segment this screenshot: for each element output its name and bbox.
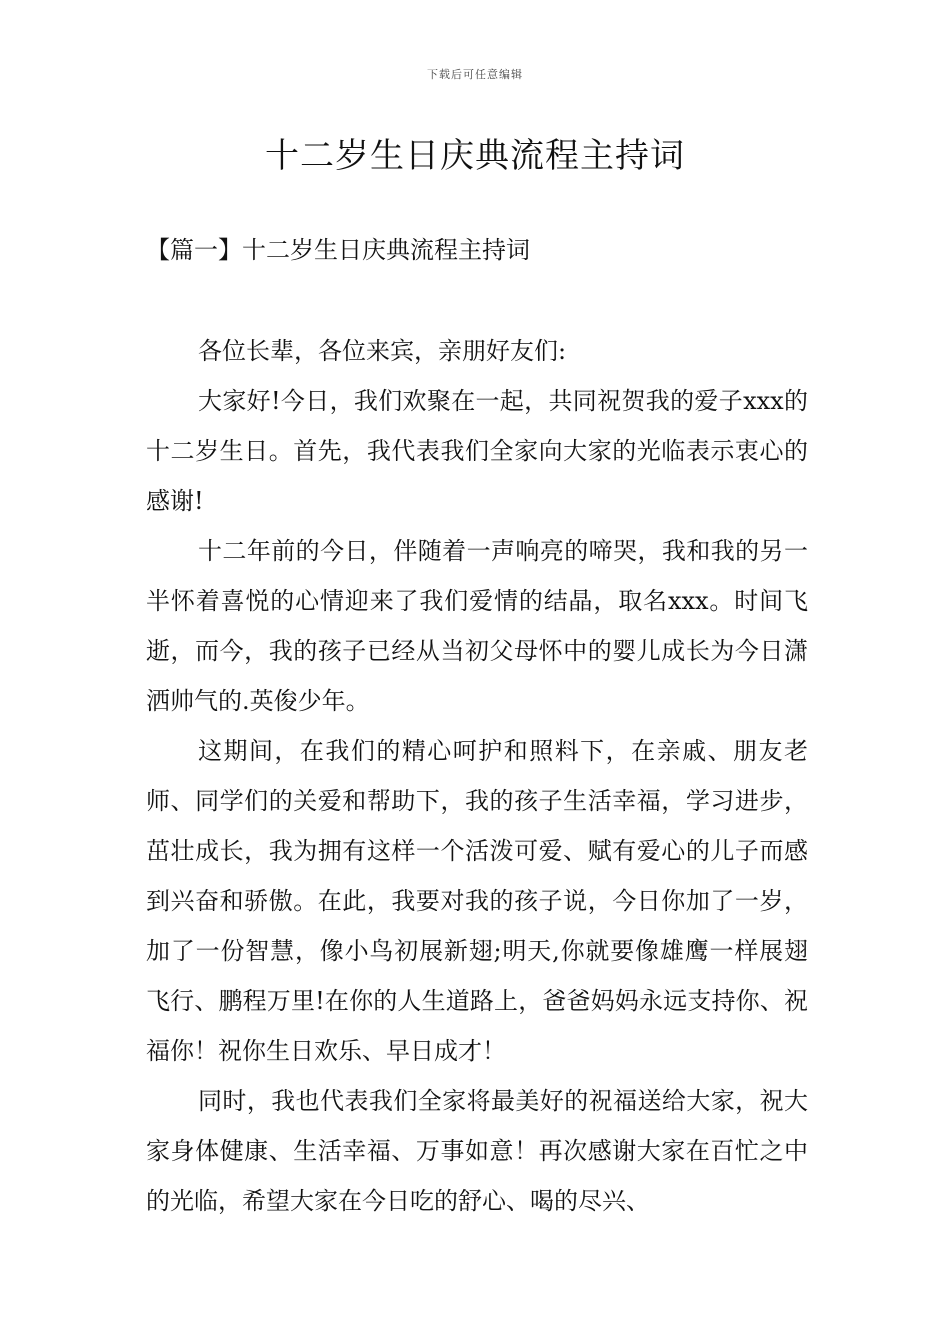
paragraph-greeting: 各位长辈，各位来宾，亲朋好友们: (198, 337, 567, 365)
document-title: 十二岁生日庆典流程主持词 (265, 136, 685, 176)
header-note: 下载后可任意编辑 (427, 68, 523, 81)
paragraph-welcome: 大家好!今日，我们欢聚在一起，共同祝贺我的爱子xxx的十二岁生日。首先，我代表我们全家向大家的光临表示衷心的感谢! (146, 387, 808, 515)
section-heading: 【篇一】十二岁生日庆典流程主持词 (146, 236, 530, 264)
document-body (146, 326, 808, 1226)
paragraph-blessing: 同时，我也代表我们全家将最美好的祝福送给大家，祝大家身体健康、生活幸福、万事如意！再次感谢大家在百忙之中的光临，希望大家在今日吃的舒心、喝的尽兴、 (146, 1087, 808, 1215)
paragraph-growth: 这期间，在我们的精心呵护和照料下，在亲戚、朋友老师、同学们的关爱和帮助下，我的孩子生活幸福，学习进步，茁壮成长，我为拥有这样一个活泼可爱、赋有爱心的儿子而感到兴奋和骄傲。在此，我要对我的孩子说，今日你加了一岁，加了一份智慧，像小鸟初展新翅;明天,你就要像雄鹰一样展翅飞行、鹏程万里!在你的人生道路上，爸爸妈妈永远支持你、祝福你！祝你生日欢乐、早日成才！ (146, 737, 808, 1065)
paragraph-birth: 十二年前的今日，伴随着一声响亮的啼哭，我和我的另一半怀着喜悦的心情迎来了我们爱情的结晶，取名xxx。时间飞逝，而今，我的孩子已经从当初父母怀中的婴儿成长为今日潇洒帅气的.英俊少年。 (146, 537, 808, 715)
